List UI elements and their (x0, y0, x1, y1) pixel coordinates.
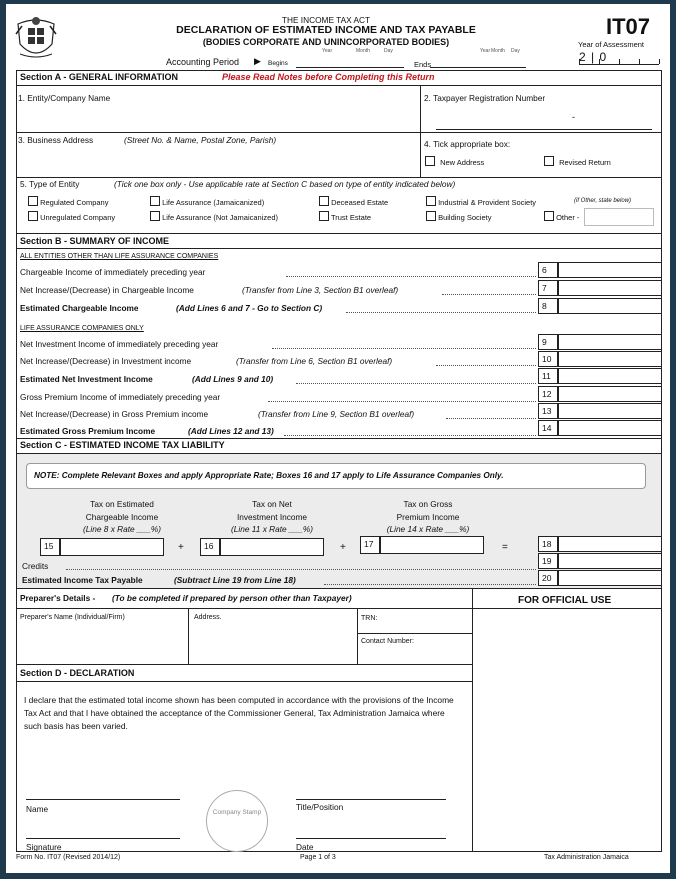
line10-label: Net Increase/(Decrease) in Investment income (20, 356, 192, 366)
declarant-name-field[interactable] (26, 782, 180, 798)
line20-value[interactable] (558, 570, 662, 586)
col1-line1: Tax on Estimated (90, 499, 154, 509)
business-address-hint: (Street No. & Name, Postal Zone, Parish) (124, 135, 277, 145)
form-title: DECLARATION OF ESTIMATED INCOME AND TAX PAYABLE (176, 24, 476, 36)
line18-value[interactable] (558, 536, 662, 552)
year-of-assessment-label: Year of Assessment (578, 40, 645, 49)
preparer-hint: (To be completed if prepared by person other than Taxpayer) (112, 593, 352, 603)
preparer-name-field[interactable] (20, 626, 186, 660)
section-a-title: Section A - GENERAL INFORMATION (20, 72, 179, 82)
line13-hint: (Transfer from Line 9, Section B1 overleaf) (258, 409, 415, 419)
section-b-title: Section B - SUMMARY OF INCOME (20, 236, 170, 246)
col3-line3: (Line 14 x Rate ___%) (386, 524, 470, 534)
col1-line3: (Line 8 x Rate ___%) (83, 524, 161, 534)
life-jamaicanized-option[interactable] (150, 196, 264, 207)
ends-label: Ends (414, 60, 432, 69)
col2-line3: (Line 11 x Rate ___%) (231, 524, 313, 534)
coat-of-arms-icon (14, 14, 58, 64)
other-option[interactable] (544, 211, 579, 222)
tax-payable-label: Estimated Income Tax Payable (22, 575, 143, 585)
regulated-company-option[interactable] (28, 196, 108, 207)
line6-value[interactable] (558, 262, 662, 278)
form-number: Form No. IT07 (Revised 2014/12) (16, 854, 121, 861)
date-label: Date (296, 842, 314, 852)
preparer-title: Preparer's Details - (20, 593, 96, 603)
life-not-jamaicanized-checkbox[interactable] (150, 211, 160, 221)
trn-dash: - (572, 112, 575, 122)
preparer-contact-field[interactable] (361, 648, 467, 662)
company-stamp-label: Company Stamp (212, 809, 262, 816)
line10-value[interactable] (558, 351, 662, 367)
building-society-checkbox[interactable] (426, 211, 436, 221)
section-d-title: Section D - DECLARATION (20, 668, 135, 678)
trn-label: 2. Taxpayer Registration Number (424, 93, 546, 103)
ends-month-label: Month (491, 48, 505, 54)
line6-label: Chargeable Income of immediately preceding year (20, 267, 206, 277)
tick-box-label: 4. Tick appropriate box: (424, 139, 511, 149)
line8-hint: (Add Lines 6 and 7 - Go to Section C) (176, 303, 323, 313)
deceased-estate-option[interactable] (319, 196, 388, 207)
begins-label: Begins (268, 60, 288, 67)
box17-value[interactable] (380, 536, 484, 554)
section-b-sub2: LIFE ASSURANCE COMPANIES ONLY (20, 325, 144, 332)
new-address-label: New Address (440, 158, 485, 167)
revised-return-checkbox[interactable] (544, 156, 554, 166)
begins-month-label: Month (356, 48, 370, 54)
building-society-label: Building Society (438, 213, 492, 222)
title-position-label: Title/Position (296, 802, 344, 812)
credits-label: Credits (22, 561, 49, 571)
col3-line2: Premium Income (396, 511, 460, 522)
act-title: THE INCOME TAX ACT (281, 15, 371, 25)
col2-line1: Tax on Net (252, 499, 292, 509)
unregulated-company-checkbox[interactable] (28, 211, 38, 221)
other-label: Other - (556, 213, 580, 222)
box16-number: 16 (200, 538, 220, 556)
line10-hint: (Transfer from Line 6, Section B1 overleaf) (236, 356, 393, 366)
line13-label: Net Increase/(Decrease) in Gross Premium income (20, 409, 209, 419)
preparer-address-label: Address. (194, 614, 222, 621)
agency-name: Tax Administration Jamaica (544, 854, 629, 861)
trust-estate-option[interactable] (319, 211, 371, 222)
declaration-text: I declare that the estimated total income shown has been computed in accordance with the provisions of the Income Tax Act and that I have obtained the acceptance of the Commissioner General, Tax Administration Jamaica where such basis has been varied. (24, 695, 454, 731)
regulated-company-checkbox[interactable] (28, 196, 38, 206)
box16-value[interactable] (220, 538, 324, 556)
life-jamaicanized-checkbox[interactable] (150, 196, 160, 206)
life-jamaicanized-label: Life Assurance (Jamaicanized) (162, 198, 265, 207)
col1-caption (66, 498, 178, 536)
line11-value[interactable] (558, 368, 662, 384)
box15-value[interactable] (60, 538, 164, 556)
industrial-provident-checkbox[interactable] (426, 196, 436, 206)
company-stamp-area (206, 790, 268, 852)
other-checkbox[interactable] (544, 211, 554, 221)
line14-hint: (Add Lines 12 and 13) (188, 426, 274, 436)
tax-payable-hint: (Subtract Line 19 from Line 18) (174, 575, 296, 585)
line14-number: 14 (538, 420, 558, 436)
line11-hint: (Add Lines 9 and 10) (192, 374, 274, 384)
box15-number: 15 (40, 538, 60, 556)
deceased-estate-label: Deceased Estate (331, 198, 389, 207)
section-b-sub1: ALL ENTITIES OTHER THAN LIFE ASSURANCE COMPANIES (20, 253, 219, 260)
section-c-note: NOTE: Complete Relevant Boxes and apply Appropriate Rate; Boxes 16 and 17 apply to Life Assurance Companies Only. (34, 471, 504, 480)
trust-estate-checkbox[interactable] (319, 211, 329, 221)
line10-number: 10 (538, 351, 558, 367)
new-address-option[interactable] (425, 156, 484, 167)
line14-label: Estimated Gross Premium Income (20, 426, 156, 436)
other-specify-field[interactable] (584, 208, 654, 226)
line18-number: 18 (538, 536, 558, 552)
line7-number: 7 (538, 280, 558, 296)
preparer-name-label: Preparer's Name (Individual/Firm) (20, 614, 125, 621)
life-not-jamaicanized-label: Life Assurance (Not Jamaicanized) (162, 213, 278, 222)
line11-label: Estimated Net Investment Income (20, 374, 153, 384)
other-hint: (if Other, state below) (574, 198, 632, 204)
begins-year-label: Year (322, 48, 333, 54)
ends-year-label: Year (480, 48, 491, 54)
ends-date-field[interactable] (430, 58, 526, 68)
line9-number: 9 (538, 334, 558, 350)
line12-number: 12 (538, 386, 558, 402)
signature-label: Signature (26, 842, 62, 852)
accounting-period-label: Accounting Period (166, 57, 240, 67)
preparer-contact-label: Contact Number: (361, 638, 414, 645)
official-use-area (476, 610, 660, 850)
line7-hint: (Transfer from Line 3, Section B1 overleaf) (242, 285, 399, 295)
preparer-trn-field[interactable] (382, 613, 468, 627)
line7-value[interactable] (558, 280, 662, 296)
regulated-company-label: Regulated Company (40, 198, 109, 207)
form-page (6, 4, 670, 873)
industrial-provident-option[interactable] (426, 196, 536, 207)
form-subtitle: (BODIES CORPORATE AND UNINCORPORATED BODIES) (202, 37, 450, 47)
deceased-estate-checkbox[interactable] (319, 196, 329, 206)
col2-line2: Investment Income (236, 511, 308, 522)
line13-value[interactable] (558, 403, 662, 419)
revised-return-option[interactable] (544, 156, 611, 167)
year-prefix: 2 | 0 (579, 50, 608, 64)
entity-type-label: 5. Type of Entity (20, 179, 80, 189)
box17-number: 17 (360, 536, 380, 554)
line14-value[interactable] (558, 420, 662, 436)
line7-label: Net Increase/(Decrease) in Chargeable Income (20, 285, 194, 295)
trust-estate-label: Trust Estate (330, 213, 372, 222)
begins-day-label: Day (384, 48, 393, 54)
begins-date-field[interactable] (296, 58, 404, 68)
declarant-name-label: Name (26, 804, 49, 814)
col3-caption (372, 498, 484, 536)
title-position-field[interactable] (296, 782, 446, 798)
life-not-jamaicanized-option[interactable] (150, 211, 278, 222)
entity-name-label: 1. Entity/Company Name (18, 93, 111, 103)
revised-return-label: Revised Return (559, 158, 611, 167)
line8-label: Estimated Chargeable Income (20, 303, 139, 313)
line12-value[interactable] (558, 386, 662, 402)
business-address-label: 3. Business Address (18, 135, 94, 145)
arrow-right-icon: ▶ (254, 56, 261, 66)
notice-text: Please Read Notes before Completing this Return (222, 72, 435, 82)
date-field[interactable] (296, 820, 446, 837)
line19-value[interactable] (558, 553, 662, 569)
line6-number: 6 (538, 262, 558, 278)
trn-field[interactable] (436, 116, 652, 130)
plus-sign-2: + (340, 542, 346, 553)
industrial-provident-label: Industrial & Provident Society (438, 198, 537, 207)
page-number: Page 1 of 3 (300, 854, 336, 861)
line20-number: 20 (538, 570, 558, 586)
entity-type-hint: (Tick one box only - Use applicable rate at Section C based on type of entity indicated below) (114, 179, 456, 189)
line19-number: 19 (538, 553, 558, 569)
col2-caption (216, 498, 328, 536)
signature-field[interactable] (26, 820, 180, 837)
form-code: IT07 (606, 14, 651, 39)
col3-line1: Tax on Gross (403, 499, 453, 509)
equals-sign: = (502, 542, 508, 553)
unregulated-company-option[interactable] (28, 211, 115, 222)
line9-label: Net Investment Income of immediately preceding year (20, 339, 219, 349)
unregulated-company-label: Unregulated Company (40, 213, 116, 222)
preparer-address-field[interactable] (194, 626, 354, 660)
line11-number: 11 (538, 368, 558, 384)
col1-line2: Chargeable Income (85, 511, 159, 522)
line13-number: 13 (538, 403, 558, 419)
building-society-option[interactable] (426, 211, 491, 222)
entity-name-field[interactable] (18, 104, 418, 130)
plus-sign-1: + (178, 542, 184, 553)
business-address-field[interactable] (18, 146, 418, 174)
line12-label: Gross Premium Income of immediately preceding year (20, 392, 221, 402)
official-use-title: FOR OFFICIAL USE (518, 595, 612, 606)
line8-value[interactable] (558, 298, 662, 314)
preparer-trn-label: TRN: (361, 615, 378, 622)
section-c-title: Section C - ESTIMATED INCOME TAX LIABILITY (20, 440, 225, 450)
new-address-checkbox[interactable] (425, 156, 435, 166)
ends-day-label: Day (511, 48, 520, 54)
line9-value[interactable] (558, 334, 662, 350)
line8-number: 8 (538, 298, 558, 314)
